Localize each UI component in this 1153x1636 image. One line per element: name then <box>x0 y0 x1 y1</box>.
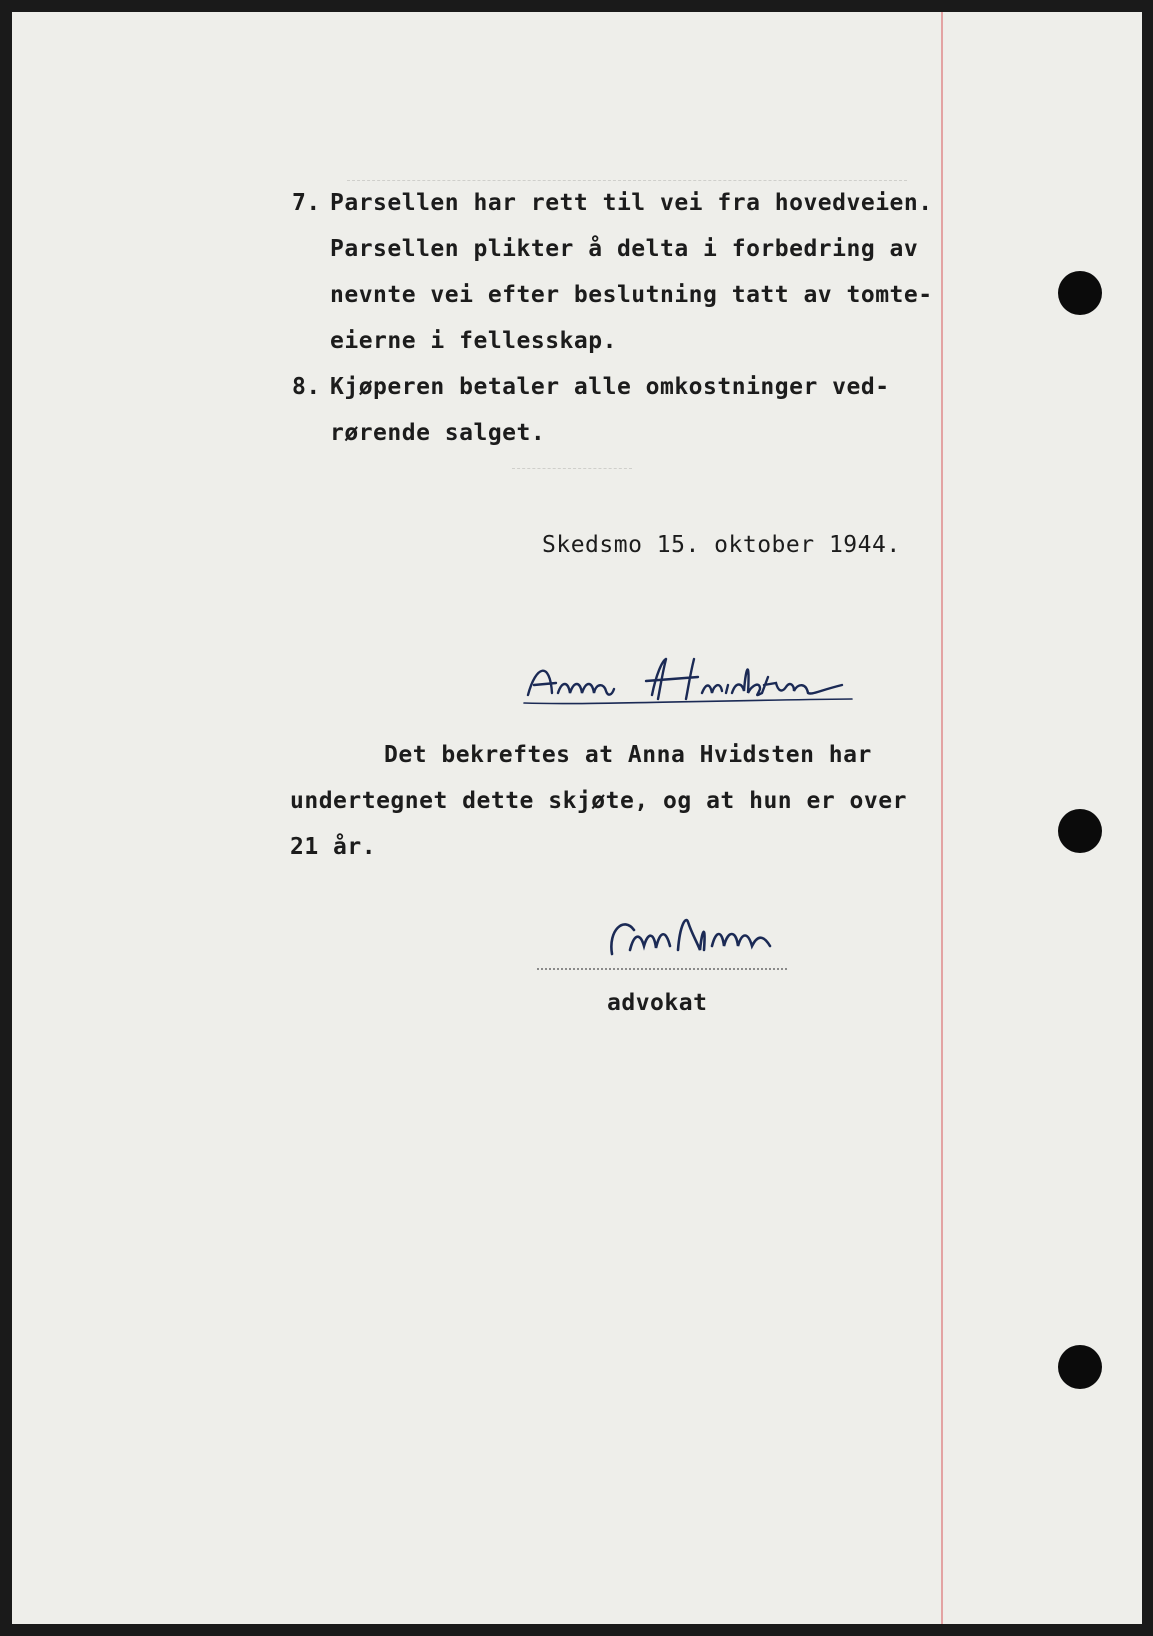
punch-hole <box>1058 271 1102 315</box>
margin-rule <box>941 12 943 1624</box>
clause-7-line-2: Parsellen plikter å delta i forbedring av <box>330 236 919 262</box>
attestation-line-1: Det bekreftes at Anna Hvidsten har <box>384 742 872 768</box>
witness-title: advokat <box>607 990 708 1016</box>
signature-witness <box>604 910 804 970</box>
faint-rule <box>512 468 632 469</box>
attestation-line-3: 21 år. <box>290 834 377 860</box>
clause-7-number: 7. <box>292 190 321 216</box>
attestation-line-2: undertegnet dette skjøte, og at hun er over <box>290 788 907 814</box>
clause-8-text-1: Kjøperen betaler alle omkostninger ved- <box>330 374 890 400</box>
punch-hole <box>1058 1345 1102 1389</box>
clause-8-line-1 <box>292 374 890 400</box>
clause-8-line-2: rørende salget. <box>330 420 546 446</box>
signature-icon <box>522 655 872 711</box>
faint-rule <box>347 180 907 181</box>
clause-7-text-1: Parsellen har rett til vei fra hovedveien. <box>330 190 933 216</box>
clause-7-line-3: nevnte vei efter beslutning tatt av tomte- <box>330 282 933 308</box>
place-date: Skedsmo 15. oktober 1944. <box>542 532 901 558</box>
punch-hole <box>1058 809 1102 853</box>
signature-line <box>537 968 787 970</box>
signature-icon <box>604 910 804 970</box>
signature-anna-hvidsten <box>522 655 872 711</box>
clause-8-number: 8. <box>292 374 321 400</box>
document-page <box>12 12 1142 1624</box>
clause-7-line-4: eierne i fellesskap. <box>330 328 617 354</box>
clause-7-line-1 <box>292 190 933 216</box>
